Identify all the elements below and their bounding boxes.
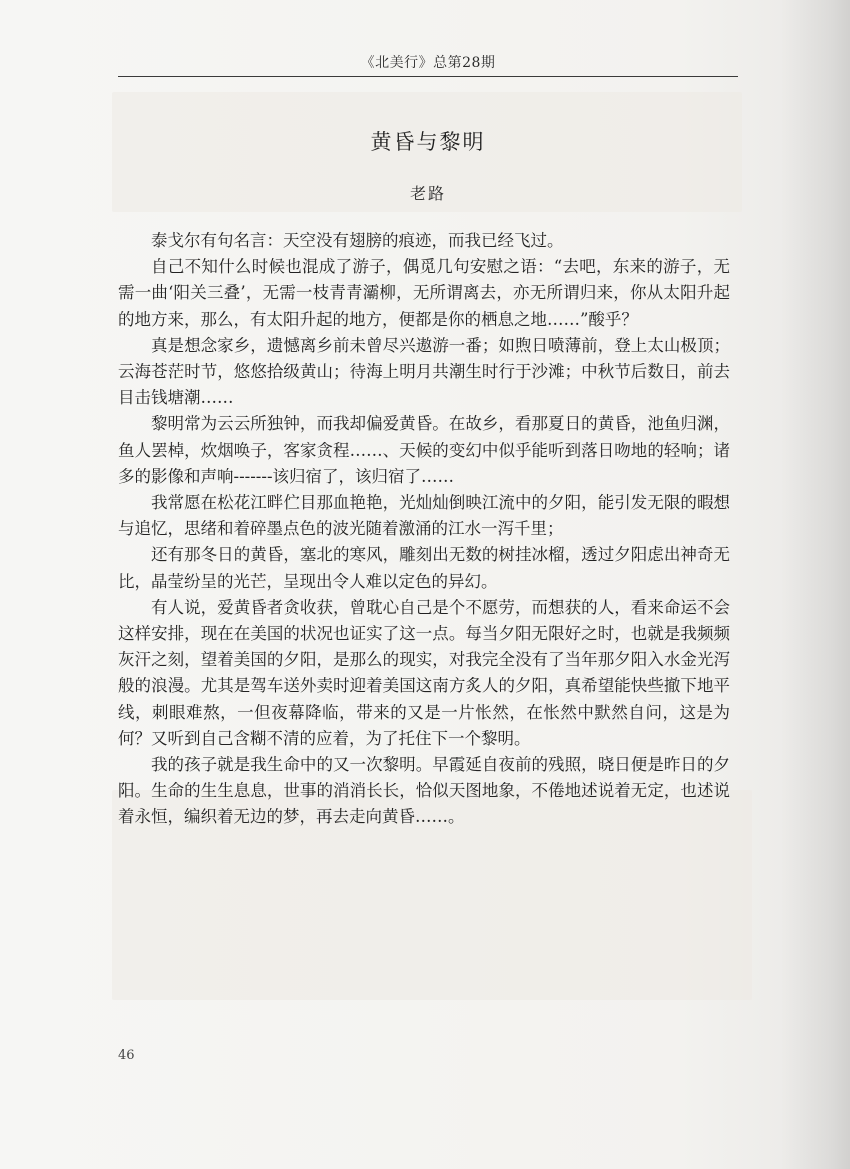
- article-title: 黄昏与黎明: [370, 130, 486, 154]
- header-rule: [118, 76, 738, 77]
- paragraph: 我常愿在松花江畔伫目那血艳艳，光灿灿倒映江流中的夕阳，能引发无限的暇想与追忆，思绪和着碎墨点色的波光随着激涌的江水一泻千里；: [118, 493, 730, 539]
- page-edge-shadow: [780, 0, 850, 1169]
- paragraph: 有人说，爱黄昏者贪收获，曾耽心自己是个不愿劳，而想获的人，看来命运不会这样安排，现在在美国的状况也证实了这一点。每当夕阳无限好之时，也就是我频频灰汗之刻，望着美国的夕阳，是那么的现实，对我完全没有了当年那夕阳入水金光泻般的浪漫。尤其是驾车送外卖时迎着美国这南方炙人的夕阳，真希望能快些撤下地平线，刺眼难熬，一但夜幕降临，带来的又是一片怅然，在怅然中默然自问，这是为何？又听到自己含糊不清的应着，为了托住下一个黎明。: [118, 597, 730, 748]
- paragraph: 黎明常为云云所独钟，而我却偏爱黄昏。在故乡，看那夏日的黄昏，池鱼归渊，鱼人罢棹，炊烟唤子，客家贪程……、天候的变幻中似乎能听到落日吻地的轻响；诸多的影像和声响-------该归宿了，该归宿了……: [118, 414, 730, 486]
- article-author: 老路: [409, 184, 446, 203]
- page-number: 46: [118, 1048, 135, 1063]
- paragraph: 我的孩子就是我生命中的又一次黎明。早霞延自夜前的残照，晓日便是昨日的夕阳。生命的生生息息，世事的消消长长，恰似天图地象，不倦地述说着无定，也述说着永恒，编织着无边的梦，再去走向黄昏……。: [118, 755, 730, 827]
- paragraph: 真是想念家乡，遗憾离乡前未曾尽兴遨游一番；如煦日喷薄前，登上太山极顶；云海苍茫时节，悠悠拾级黄山；待海上明月共潮生时行于沙滩；中秋节后数日，前去目击钱塘潮……: [118, 335, 730, 408]
- article-body: [118, 228, 730, 831]
- paragraph: 还有那冬日的黄昏，塞北的寒风，雕刻出无数的树挂冰榴，透过夕阳虑出神奇无比，晶莹纷呈的光芒，呈现出令人难以定色的异幻。: [118, 545, 730, 591]
- paragraph: 泰戈尔有句名言：天空没有翅膀的痕迹，而我已经飞过。: [151, 231, 564, 250]
- journal-header: 《北美行》总第28期: [360, 55, 496, 71]
- paragraph: 自己不知什么时候也混成了游子，偶觅几句安慰之语：“去吧，东来的游子，无需一曲‘阳关三叠’，无需一枝青青灞柳，无所谓离去，亦无所谓归来，你从太阳升起的地方来，那么，有太阳升起的地方，便都是你的栖息之地……”酸乎？: [118, 257, 730, 329]
